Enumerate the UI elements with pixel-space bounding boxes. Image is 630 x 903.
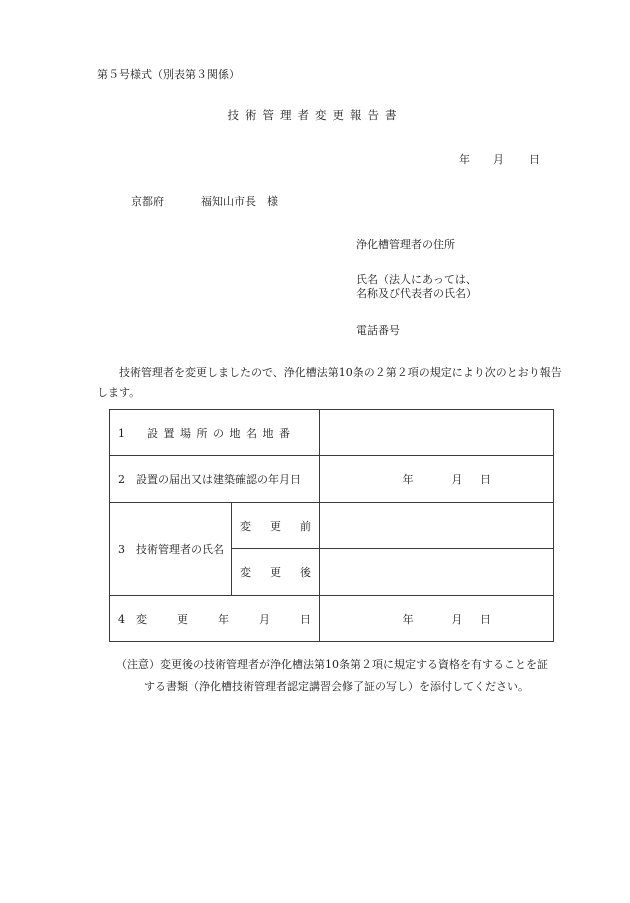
table-row (110, 596, 554, 642)
row1-number: 1 (118, 426, 131, 440)
row4-char: 月 (259, 612, 270, 626)
addressee-recipient: 福知山市長 様 (201, 195, 278, 208)
note (116, 654, 548, 698)
row4-char: 日 (300, 612, 311, 626)
row4-year: 年 (402, 612, 414, 626)
row2-year: 年 (402, 473, 414, 486)
report-form-table (109, 409, 554, 642)
row4-char: 変 (136, 612, 147, 626)
note-line1: （注意）変更後の技術管理者が浄化槽法第10条第２項に規定する資格を有することを証 (116, 658, 548, 671)
addressee-prefecture: 京都府 (131, 195, 164, 208)
row4-number-and-char (118, 611, 147, 627)
row2-day: 日 (480, 473, 491, 486)
reporter-phone-label: 電話番号 (356, 324, 400, 337)
row3-label-cell (110, 503, 232, 596)
report-date (459, 151, 540, 167)
row2-date-cell[interactable] (320, 456, 554, 503)
row2-label-cell (110, 456, 320, 503)
row3-number: 3 (118, 543, 125, 556)
before-char: 更 (270, 519, 281, 533)
row2-label: 設置の届出又は建築確認の年月日 (136, 473, 301, 486)
row4-date-cell[interactable] (320, 596, 554, 642)
before-char: 変 (240, 519, 251, 533)
reporter-address-label: 浄化槽管理者の住所 (356, 238, 455, 251)
row4-month: 月 (451, 612, 463, 626)
row4-char: 年 (218, 612, 229, 626)
table-row (110, 503, 554, 549)
row3-after-value-cell[interactable] (320, 549, 554, 596)
row1-value-cell[interactable] (320, 410, 554, 456)
row1-label-cell (110, 410, 320, 456)
reporter-name-label-line2: 名称及び代表者の氏名） (356, 287, 477, 300)
row4-day: 日 (480, 612, 491, 626)
reporter-name-label-line1: 氏名（法人にあっては、 (356, 273, 477, 286)
row3-before-value-cell[interactable] (320, 503, 554, 549)
row3-label: 技術管理者の氏名 (136, 543, 224, 556)
addressee (131, 193, 278, 209)
row3-after-label-cell (232, 549, 320, 596)
table-row (110, 456, 554, 503)
row4-label-cell (110, 596, 320, 642)
form-number: 第５号様式（別表第３関係） (97, 68, 240, 81)
row4-char: 更 (177, 612, 188, 626)
row1-label: 設置場所の地名地番 (147, 426, 296, 440)
date-month: 月 (493, 153, 504, 166)
row2-number: 2 (118, 473, 125, 486)
after-char: 後 (300, 566, 311, 579)
row3-before-label-cell (232, 503, 320, 549)
page-title: 技術管理者変更報告書 (227, 108, 403, 122)
note-line2: する書類（浄化槽技術管理者認定講習会修了証の写し）を添付してください。 (144, 680, 529, 693)
before-char: 前 (300, 519, 311, 533)
after-char: 更 (270, 566, 281, 579)
reporter-name-label (356, 273, 477, 301)
date-day: 日 (529, 153, 540, 166)
row4-number: 4 (118, 612, 125, 626)
date-year: 年 (459, 153, 470, 166)
table-row (110, 410, 554, 456)
row2-month: 月 (451, 473, 463, 486)
after-char: 変 (240, 566, 251, 579)
report-body-text: 技術管理者を変更しましたので、浄化槽法第10条の２第２項の規定により次のとおり報告します。 (97, 366, 562, 399)
